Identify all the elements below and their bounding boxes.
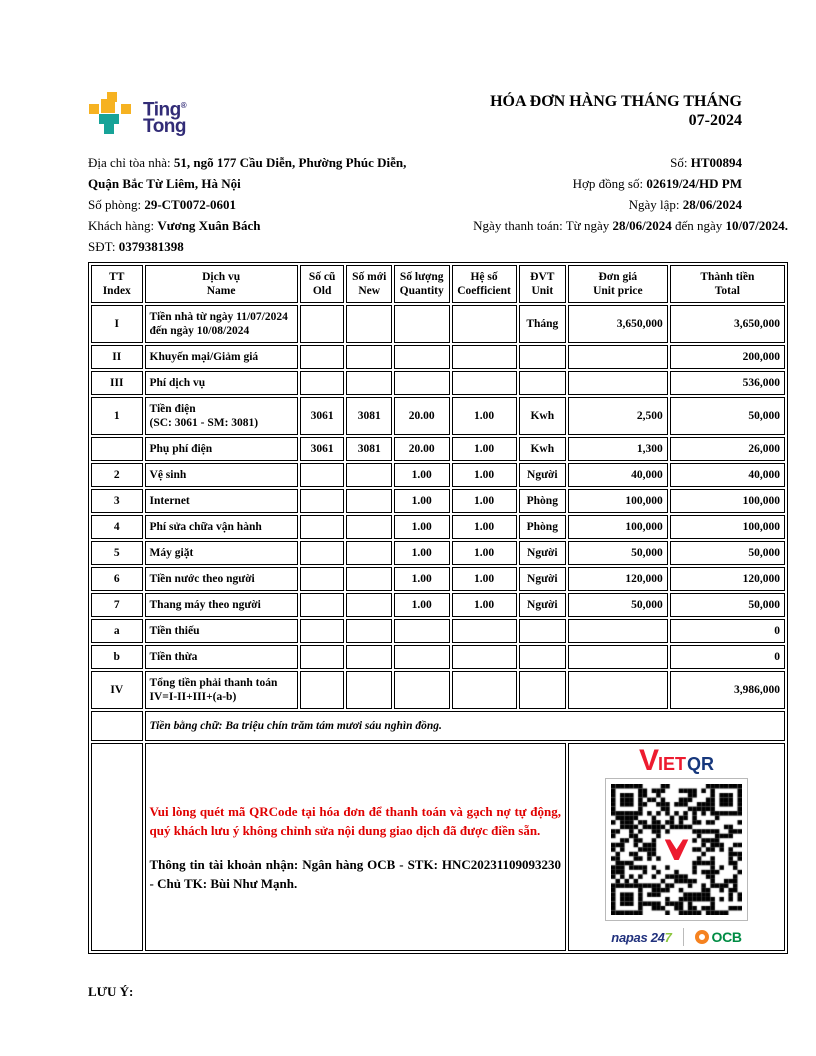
info-right [440, 152, 788, 257]
cell-total: 26,000 [670, 437, 785, 461]
cell-qty [394, 619, 450, 643]
cell-coef [452, 305, 517, 343]
cell-empty [91, 711, 143, 741]
cell-name: Tiền nước theo người [145, 567, 298, 591]
cell-idx: III [91, 371, 143, 395]
cell-idx: 1 [91, 397, 143, 435]
cell-price [568, 671, 668, 709]
amount-in-words-value: Ba triệu chín trăm tám mươi sáu nghìn đồng. [225, 720, 442, 732]
cell-new [346, 305, 391, 343]
cell-idx: a [91, 619, 143, 643]
table-row [91, 437, 785, 461]
cell-old [300, 567, 345, 591]
cell-name: Phí dịch vụ [145, 371, 298, 395]
cell-coef [452, 371, 517, 395]
header-cell: ĐVT Unit [519, 265, 566, 303]
phone-label: SĐT: [88, 239, 116, 254]
cell-name: Vệ sinh [145, 463, 298, 487]
cell-idx: IV [91, 671, 143, 709]
table-row [91, 371, 785, 395]
table-row [91, 345, 785, 369]
account-info-text [150, 855, 562, 893]
customer-value: Vương Xuân Bách [157, 218, 261, 233]
invoice-rows [91, 305, 785, 709]
cell-idx: 3 [91, 489, 143, 513]
header-cell: Số lượng Quantity [394, 265, 450, 303]
vietqr-v-mark: V [639, 744, 658, 777]
cell-old [300, 345, 345, 369]
cell-coef [452, 619, 517, 643]
table-row [91, 515, 785, 539]
cell-coef: 1.00 [452, 463, 517, 487]
cell-total: 0 [670, 645, 785, 669]
cell-new [346, 371, 391, 395]
cell-qty: 20.00 [394, 397, 450, 435]
cell-unit: Người [519, 541, 566, 565]
cell-unit [519, 645, 566, 669]
contract-label: Hợp đồng số: [572, 176, 644, 191]
table-row [91, 593, 785, 617]
cell-total: 536,000 [670, 371, 785, 395]
vietqr-logo [573, 744, 780, 777]
cell-old [300, 671, 345, 709]
cell-new [346, 463, 391, 487]
cell-total: 120,000 [670, 567, 785, 591]
cell-total: 100,000 [670, 489, 785, 513]
header-cell: Số mới New [346, 265, 391, 303]
header-cell: Đơn giá Unit price [568, 265, 668, 303]
cell-name: Tiền thiếu [145, 619, 298, 643]
room-value: 29-CT0072-0601 [144, 197, 237, 212]
payment-from-date: 28/06/2024 [612, 218, 672, 233]
cell-new [346, 567, 391, 591]
cell-price [568, 345, 668, 369]
cell-new [346, 619, 391, 643]
header-cell: Thành tiền Total [670, 265, 785, 303]
table-row [91, 489, 785, 513]
cell-unit [519, 619, 566, 643]
cell-name: Tiền nhà từ ngày 11/07/2024 đến ngày 10/08/2024 [145, 305, 298, 343]
cell-new [346, 489, 391, 513]
invoice-number-line [440, 152, 742, 173]
address-label: Địa chỉ tòa nhà: [88, 155, 171, 170]
cell-qty [394, 345, 450, 369]
cell-old [300, 645, 345, 669]
footer-note: LƯU Ý: [88, 984, 134, 999]
cell-new [346, 671, 391, 709]
cell-idx: 6 [91, 567, 143, 591]
cell-old: 3061 [300, 397, 345, 435]
issue-date-value: 28/06/2024 [682, 197, 742, 212]
brand-line2: Tong [143, 116, 187, 138]
cell-name: Phí sửa chữa vận hành [145, 515, 298, 539]
cell-idx: II [91, 345, 143, 369]
cell-price: 1,300 [568, 437, 668, 461]
customer-label: Khách hàng: [88, 218, 155, 233]
info-left [88, 152, 440, 257]
cell-total: 200,000 [670, 345, 785, 369]
cell-qty [394, 671, 450, 709]
contract-value: 02619/24/HD PM [646, 176, 742, 191]
cell-price: 2,500 [568, 397, 668, 435]
header-cell: Dịch vụ Name [145, 265, 298, 303]
table-row [91, 397, 785, 435]
account-suffix: . [294, 875, 298, 891]
tingtong-logo-icon [88, 92, 134, 136]
ocb-logo: OCB [695, 929, 742, 945]
account-prefix: Thông tin tài khoản nhận: Ngân hàng OCB - STK: [149, 856, 438, 872]
vietqr-qr-text: QR [687, 754, 715, 774]
room-label: Số phòng: [88, 197, 142, 212]
payment-to-date: 10/07/2024. [725, 218, 788, 233]
cell-name: Phụ phí điện [145, 437, 298, 461]
cell-total: 50,000 [670, 541, 785, 565]
cell-price: 3,650,000 [568, 305, 668, 343]
invoice-title: HÓA ĐƠN HÀNG THÁNG THÁNG 07-2024 [490, 93, 742, 129]
cell-coef [452, 345, 517, 369]
cell-total: 0 [670, 619, 785, 643]
cell-coef: 1.00 [452, 541, 517, 565]
qr-code [605, 778, 748, 921]
cell-old [300, 541, 345, 565]
cell-idx: 7 [91, 593, 143, 617]
cell-old [300, 463, 345, 487]
cell-price [568, 619, 668, 643]
cell-total: 3,650,000 [670, 305, 785, 343]
header-cell: TT Index [91, 265, 143, 303]
header-cell: Hệ số Coefficient [452, 265, 517, 303]
amount-in-words-label: Tiền bằng chữ: [149, 720, 223, 732]
cell-total: 50,000 [670, 397, 785, 435]
cell-name: Khuyến mại/Giảm giá [145, 345, 298, 369]
contract-line [440, 173, 742, 194]
cell-unit: Người [519, 567, 566, 591]
cell-new [346, 515, 391, 539]
invoice-number-label: Số: [670, 155, 688, 170]
brand-name [143, 97, 187, 138]
payment-period-prefix: Ngày thanh toán: Từ ngày [473, 218, 610, 233]
cell-price: 100,000 [568, 489, 668, 513]
qr-payment-cell [568, 743, 785, 951]
address-line [88, 152, 440, 194]
cell-unit [519, 671, 566, 709]
cell-coef: 1.00 [452, 397, 517, 435]
cell-qty [394, 645, 450, 669]
cell-coef: 1.00 [452, 515, 517, 539]
cell-old [300, 593, 345, 617]
room-line [88, 194, 440, 215]
cell-qty: 20.00 [394, 437, 450, 461]
invoice-number-value: HT00894 [690, 155, 742, 170]
amount-in-words-row [91, 711, 785, 741]
cell-name: Tổng tiền phải thanh toán IV=I-II+III+(a-b) [145, 671, 298, 709]
cell-price: 50,000 [568, 593, 668, 617]
cell-price: 40,000 [568, 463, 668, 487]
cell-new: 3081 [346, 397, 391, 435]
cell-idx: b [91, 645, 143, 669]
phone-value: 0379381398 [118, 239, 184, 254]
issue-date-label: Ngày lập: [628, 197, 680, 212]
logo-divider [683, 928, 684, 946]
cell-price [568, 645, 668, 669]
cell-new [346, 593, 391, 617]
account-mid: - Chủ TK: [149, 875, 208, 891]
cell-idx [91, 437, 143, 461]
page-header [88, 92, 788, 150]
table-row [91, 463, 785, 487]
cell-coef: 1.00 [452, 437, 517, 461]
cell-total: 3,986,000 [670, 671, 785, 709]
cell-coef: 1.00 [452, 567, 517, 591]
address-value: 51, ngõ 177 Cầu Diễn, Phường Phúc Diễn, Quận Bắc Từ Liêm, Hà Nội [88, 155, 407, 191]
cell-idx: 4 [91, 515, 143, 539]
cell-total: 100,000 [670, 515, 785, 539]
cell-new [346, 645, 391, 669]
cell-old [300, 305, 345, 343]
cell-idx: 5 [91, 541, 143, 565]
table-row [91, 619, 785, 643]
cell-name: Tiền thừa [145, 645, 298, 669]
cell-coef [452, 645, 517, 669]
brand-logo [88, 92, 186, 136]
cell-qty: 1.00 [394, 593, 450, 617]
issue-date-line [440, 194, 742, 215]
table-row [91, 671, 785, 709]
cell-old [300, 371, 345, 395]
qr-warning-text: Vui lòng quét mã QRCode tại hóa đơn để thanh toán và gạch nợ tự động, quý khách lưu ý không chỉnh sửa nội dung giao dịch đã được điền sẵn. [149, 803, 562, 838]
cell-old: 3061 [300, 437, 345, 461]
cell-old [300, 619, 345, 643]
cell-new: 3081 [346, 437, 391, 461]
cell-total: 50,000 [670, 593, 785, 617]
cell-new [346, 345, 391, 369]
account-holder: Bùi Như Mạnh [210, 875, 294, 891]
cell-qty: 1.00 [394, 567, 450, 591]
cell-unit: Kwh [519, 437, 566, 461]
vietqr-iet-text: IET [658, 754, 687, 774]
cell-unit: Phòng [519, 489, 566, 513]
table-header-row [91, 265, 785, 303]
table-row [91, 645, 785, 669]
cell-old [300, 489, 345, 513]
cell-unit [519, 371, 566, 395]
cell-qty [394, 371, 450, 395]
payment-period-line [440, 215, 788, 236]
cell-qty [394, 305, 450, 343]
cell-qty: 1.00 [394, 489, 450, 513]
cell-empty [91, 743, 143, 951]
cell-qty: 1.00 [394, 541, 450, 565]
cell-coef [452, 671, 517, 709]
brand-line1: Ting [143, 99, 181, 121]
napas-247-logo: napas 247 [611, 929, 672, 945]
cell-unit: Tháng [519, 305, 566, 343]
account-number: HNC20231109093230 [441, 856, 562, 872]
qr-bank-logos [573, 928, 780, 946]
cell-price [568, 371, 668, 395]
cell-unit: Người [519, 463, 566, 487]
cell-name: Internet [145, 489, 298, 513]
invoice-table [88, 262, 788, 954]
payment-period-mid: đến ngày [674, 218, 723, 233]
phone-line [88, 236, 440, 257]
cell-price: 120,000 [568, 567, 668, 591]
table-row [91, 305, 785, 343]
cell-coef: 1.00 [452, 489, 517, 513]
header-cell: Số cũ Old [300, 265, 345, 303]
amount-in-words-cell [145, 711, 785, 741]
cell-price: 50,000 [568, 541, 668, 565]
cell-unit: Người [519, 593, 566, 617]
cell-price: 100,000 [568, 515, 668, 539]
payment-qr-row [91, 743, 785, 951]
cell-old [300, 515, 345, 539]
cell-qty: 1.00 [394, 463, 450, 487]
cell-coef: 1.00 [452, 593, 517, 617]
payment-instructions-cell [145, 743, 567, 951]
cell-idx: I [91, 305, 143, 343]
customer-line [88, 215, 440, 236]
cell-name: Thang máy theo người [145, 593, 298, 617]
cell-unit: Phòng [519, 515, 566, 539]
cell-name: Máy giặt [145, 541, 298, 565]
cell-unit: Kwh [519, 397, 566, 435]
table-row [91, 541, 785, 565]
cell-qty: 1.00 [394, 515, 450, 539]
table-row [91, 567, 785, 591]
registered-mark: ® [180, 101, 187, 110]
ocb-ring-icon [695, 930, 709, 944]
invoice-info [88, 152, 788, 257]
cell-total: 40,000 [670, 463, 785, 487]
cell-name: Tiền điện (SC: 3061 - SM: 3081) [145, 397, 298, 435]
cell-idx: 2 [91, 463, 143, 487]
cell-unit [519, 345, 566, 369]
cell-new [346, 541, 391, 565]
